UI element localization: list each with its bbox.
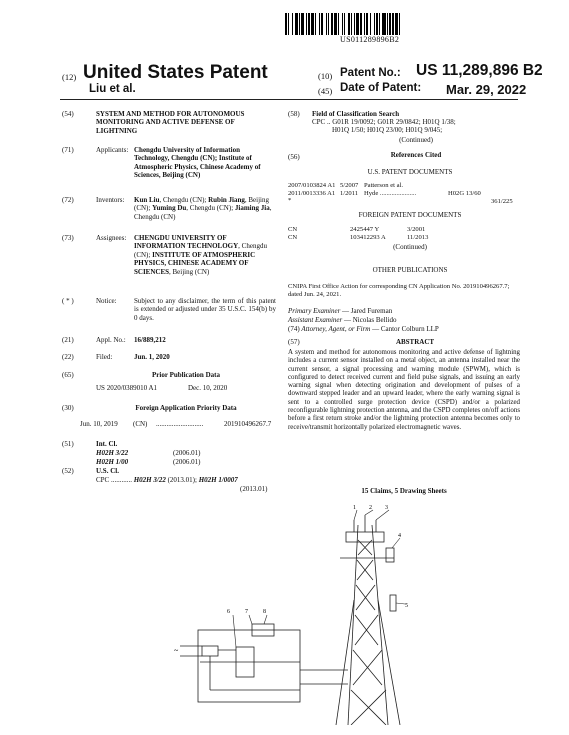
figure-label: 7 — [245, 609, 248, 615]
assignees-text: CHENGDU UNIVERSITY OF INFORMATION TECHNOLOGY, Chengdu (CN); INSTITUTE OF ATMOSPHERIC PHYSICS, CHINESE ACADEMY OF SCIENCES, Beijing (CN) — [134, 234, 267, 276]
claims-sheets: 15 Claims, 5 Drawing Sheets — [361, 487, 447, 495]
patent-title: SYSTEM AND METHOD FOR AUTONOMOUS MONITORING AND ACTIVE DEFENSE OF LIGHTNING — [96, 110, 245, 135]
ac-source-symbol: ~ — [174, 646, 179, 655]
prior-code: (65) — [62, 371, 74, 379]
abstract-heading: ABSTRACT — [395, 338, 435, 346]
us-docs-heading: U.S. PATENT DOCUMENTS — [367, 168, 453, 176]
other-publications-text: CNIPA First Office Action for corresponding CN Application No. 201910496267.7; dated Jun. 24, 2021. — [288, 283, 510, 299]
filed-date: Jun. 1, 2020 — [134, 353, 170, 361]
foreign-doc-row: CN 2425447 Y 3/2001 — [288, 226, 426, 233]
us-doc-row: 2011/0013336 A1 * 1/2011 Hyde ...................... H02G 13/60 — [288, 189, 481, 205]
applicants-text: Chengdu University of Information Technology, Chengdu (CN); Institute of Atmospheric Physics, Chinese Academy of Sciences, Beijing (CN) — [134, 146, 261, 180]
notice-label: Notice: — [96, 297, 117, 305]
field-label: Field of Classification Search — [312, 110, 400, 118]
foreign-date: Jun. 10, 2019 — [80, 420, 118, 428]
notice-code: ( * ) — [62, 297, 74, 305]
cpc-line: CPC ............ H02H 3/22 (2013.01); H02H 1/0007 — [96, 476, 238, 484]
abstract-code: (57) — [288, 338, 300, 346]
us-docs-table — [288, 182, 483, 205]
field-code: (58) — [288, 110, 300, 118]
foreign-number: 201910496267.7 — [224, 420, 272, 428]
date-of-patent-label: Date of Patent: — [340, 82, 422, 94]
foreign-docs-heading: FOREIGN PATENT DOCUMENTS — [358, 211, 462, 219]
uscl-label: U.S. Cl. — [96, 467, 119, 475]
foreign-docs-table — [288, 226, 430, 241]
field-continued: (Continued) — [399, 136, 433, 144]
intcl-1: H02H 3/22 — [96, 449, 129, 457]
applicants-code: (71) — [62, 146, 74, 154]
us-doc-2-class-cont: 361/225 — [491, 198, 513, 205]
inventors-code: (72) — [62, 196, 74, 204]
cpc-2-year: (2013.01) — [240, 485, 268, 493]
notice-text: Subject to any disclaimer, the term of this patent is extended or adjusted under 35 U.S.C. 154(b) by 0 days. — [134, 297, 276, 322]
barcode — [285, 13, 502, 35]
figure-label: 1 — [353, 505, 356, 511]
foreign-doc-row: CN 103412293 A 11/2013 — [288, 233, 429, 241]
intcl-1-year: (2006.01) — [173, 449, 201, 457]
intcl-code: (51) — [62, 440, 74, 448]
attorney: (74) Attorney, Agent, or Firm — Cantor Colburn LLP — [288, 325, 439, 333]
figure-label: 8 — [263, 609, 266, 615]
patent-no-label: Patent No.: — [340, 67, 401, 79]
intcl-2: H02H 1/00 — [96, 458, 129, 466]
refs-code: (56) — [288, 153, 300, 161]
foreign-dots: ........................... — [156, 420, 204, 428]
drawing-figure — [160, 500, 430, 725]
figure-label: 3 — [385, 505, 388, 511]
publication-number: US011289896B2 — [340, 35, 400, 44]
inventors-label: Inventors: — [96, 196, 125, 204]
leader-line — [354, 510, 357, 520]
leader-line — [233, 615, 236, 647]
leader-line — [396, 603, 405, 604]
title-code: (54) — [62, 110, 74, 118]
uscl-code: (52) — [62, 467, 74, 475]
appl-number: 16/889,212 — [134, 336, 166, 344]
leader-line — [249, 615, 252, 624]
prior-date: Dec. 10, 2020 — [188, 384, 228, 392]
code-12: (12) — [62, 72, 77, 82]
primary-examiner: Primary Examiner — Jared Fureman — [288, 307, 393, 315]
intcl-label: Int. Cl. — [96, 440, 118, 448]
station-enclosure — [198, 630, 300, 702]
code-45: (45) — [318, 86, 333, 96]
other-publications-heading: OTHER PUBLICATIONS — [372, 266, 448, 274]
figure-label: 5 — [405, 603, 408, 609]
leader-line — [264, 615, 267, 624]
sensor-box — [390, 595, 396, 611]
figure-label: 6 — [227, 609, 230, 615]
foreign-country: (CN) — [133, 420, 148, 428]
foreign-continued: (Continued) — [393, 243, 427, 251]
device-box — [202, 646, 218, 656]
assistant-examiner: Assistant Examiner — Nicolas Bellido — [288, 316, 397, 324]
foreign-heading: Foreign Application Priority Data — [135, 404, 237, 412]
leader-line — [392, 538, 400, 548]
field-text: CPC .. G01R 19/0092; G01R 29/0842; H01Q 1/38; H01Q 1/50; H01Q 23/00; H01Q 9/045; — [312, 118, 456, 135]
assignees-code: (73) — [62, 234, 74, 242]
refs-heading: References Cited — [390, 151, 442, 159]
tower-top-arm — [346, 532, 384, 542]
intcl-2-year: (2006.01) — [173, 458, 201, 466]
filed-label: Filed: — [96, 353, 113, 361]
abstract-text: A system and method for autonomous monitoring and active defense of lightning includes a current sensor installed on a metal object, an antenna installed near the current sensor, a signal processing and warning module (SPWM), which is configured to detect received current and field pulse signals, and issuing an early warning signal when detecting origination and development of pulses of a downward stepped leader and an upward leader, where the early warning signal is sent to a controlled surge protection device (CSPD) and/or a polarized reconfigurable lightning protection antenna, and the CSPD completes on/off actions before a first return stroke and/or the lightning protection antenna becomes only to receive/transmit horizontally polarized electromagnetic waves. — [288, 349, 520, 431]
document-type: United States Patent — [83, 62, 268, 83]
figure-label: 2 — [369, 505, 372, 511]
appl-code: (21) — [62, 336, 74, 344]
tower-base-right — [378, 600, 400, 725]
applicants-label: Applicants: — [96, 146, 129, 154]
inventors-text: Kun Liu, Chengdu (CN); Rubin Jiang, Beijing (CN); Yuming Du, Chengdu (CN); Jiaming Jia, Chengdu (CN) — [134, 196, 272, 221]
appl-label: Appl. No.: — [96, 336, 126, 344]
date-of-patent: Mar. 29, 2022 — [446, 82, 527, 97]
prior-heading: Prior Publication Data — [152, 371, 220, 379]
foreign-code: (30) — [62, 404, 74, 412]
assignees-label: Assignees: — [96, 234, 127, 242]
filed-code: (22) — [62, 353, 74, 361]
antenna-box — [386, 548, 394, 562]
prior-publication: US 2020/0389010 A1 — [96, 384, 158, 392]
us-doc-row: 2007/0103824 A1 5/2007 Patterson et al. — [288, 182, 404, 189]
inventors-short: Liu et al. — [89, 83, 136, 95]
figure-label: 4 — [398, 533, 401, 539]
leader-line — [376, 510, 389, 520]
header-rule — [60, 99, 518, 100]
patent-number: US 11,289,896 B2 — [416, 62, 543, 79]
code-10: (10) — [318, 71, 333, 81]
